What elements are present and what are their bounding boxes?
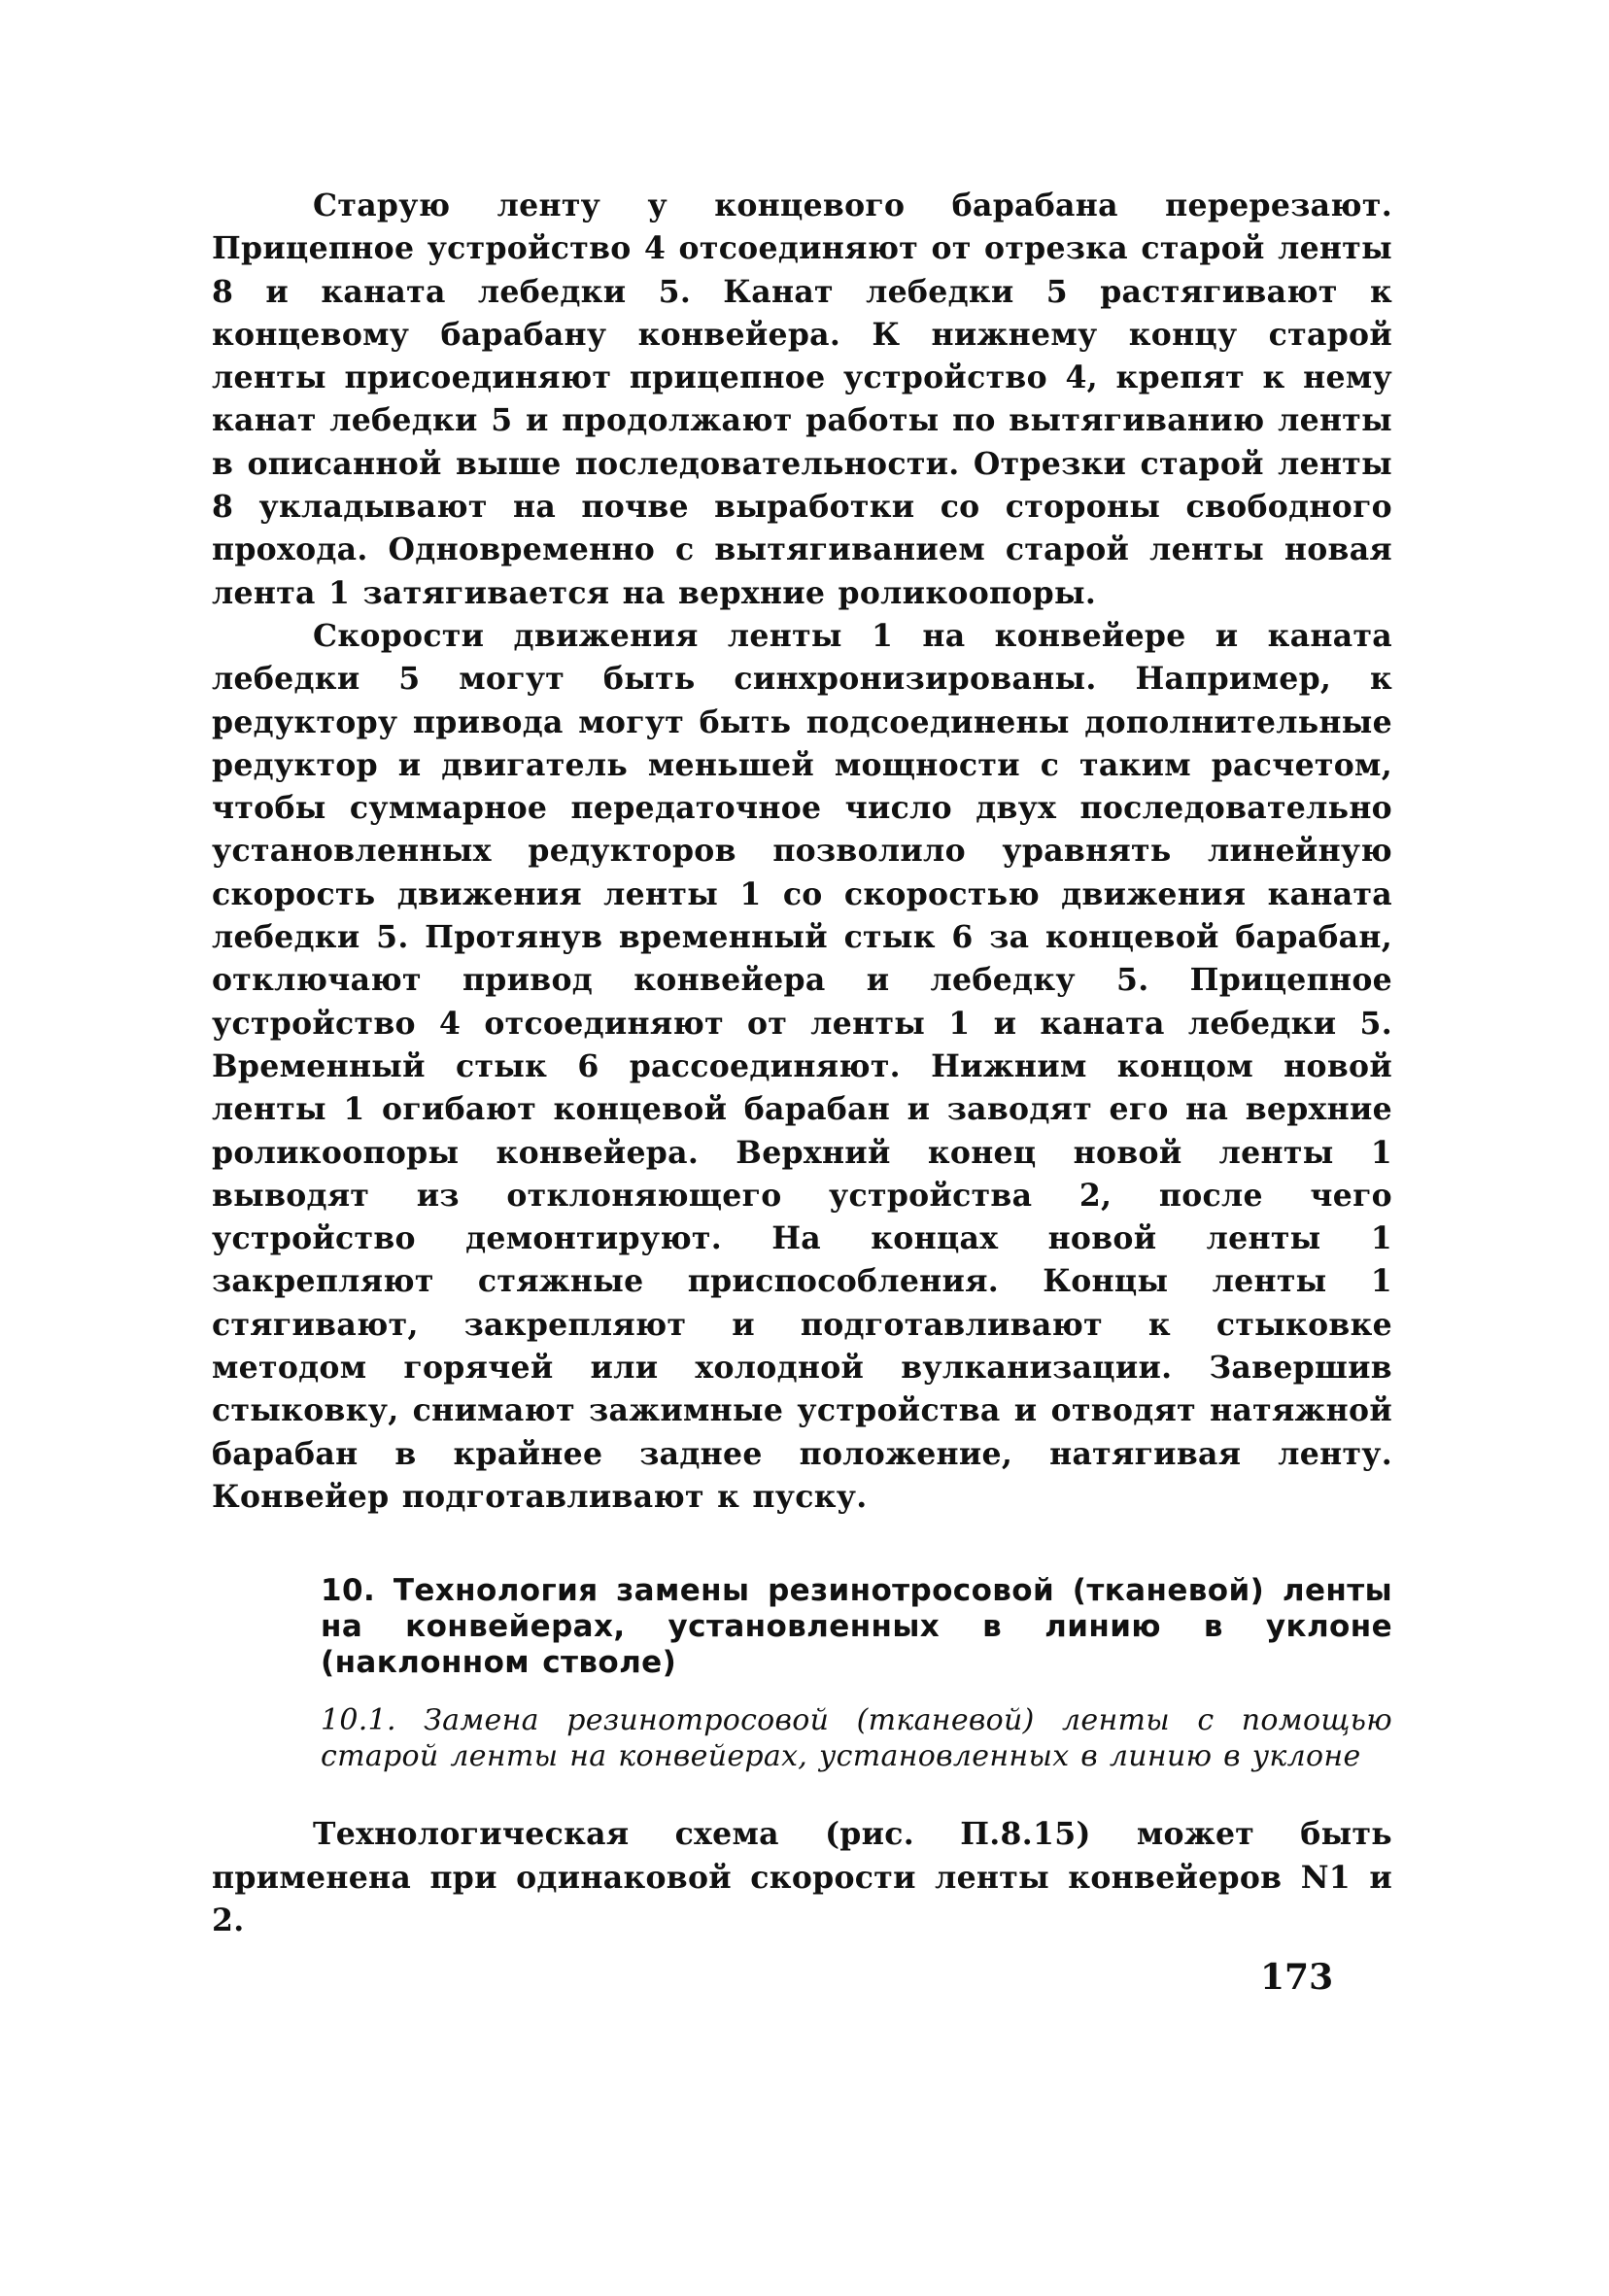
paragraph-technological-scheme: Технологическая схема (рис. П.8.15) может быть применена при одинаковой скорости ленты конвейеров N1 и 2.	[212, 1816, 1392, 1938]
paragraph-old-belt-cutting: Старую ленту у концевого барабана перерезают. Прицепное устройство 4 отсоединяют от отрезка старой ленты 8 и каната лебедки 5. Канат лебедки 5 растягивают к концевому барабану конвейера. К нижнему концу старой ленты присоединяют прицепное устройство 4, крепят к нему канат лебедки 5 и продолжают работы по вытягиванию ленты в описанной выше последовательности. Отрезки старой ленты 8 укладывают на почве выработки со стороны свободного прохода. Одновременно с вытягиванием старой ленты новая лента 1 затягивается на верхние роликоопоры.	[212, 188, 1392, 611]
subsection-heading: 10.1. Замена резинотросовой (тканевой) ленты с помощью старой ленты на конвейерах, установленных в линию в уклоне	[321, 1703, 1392, 1774]
page-number: 173	[1260, 1957, 1334, 1998]
section-heading: 10. Технология замены резинотросовой (тканевой) ленты на конвейерах, установленных в линию в уклоне (наклонном стволе)	[321, 1573, 1392, 1681]
page-body	[212, 185, 1392, 1942]
paragraph-speed-synchronization: Скорости движения ленты 1 на конвейере и каната лебедки 5 могут быть синхронизированы. Например, к редуктору привода могут быть подсоединены дополнительные редуктор и двигатель меньшей мощности с таким расчетом, чтобы суммарное передаточное число двух последовательно установленных редукторов позволило уравнять линейную скорость движения ленты 1 со скоростью движения каната лебедки 5. Протянув временный стык 6 за концевой барабан, отключают привод конвейера и лебедку 5. Прицепное устройство 4 отсоединяют от ленты 1 и каната лебедки 5. Временный стык 6 рассоединяют. Нижним концом новой ленты 1 огибают концевой барабан и заводят его на верхние роликоопоры конвейера. Верхний конец новой ленты 1 выводят из отклоняющего устройства 2, после чего устройство демонтируют. На концах новой ленты 1 закрепляют стяжные приспособления. Концы ленты 1 стягивают, закрепляют и подготавливают к стыковке методом горячей или холодной вулканизации. Завершив стыковку, снимают зажимные устройства и отводят натяжной барабан в крайнее заднее положение, натягивая ленту. Конвейер подготавливают к пуску.	[212, 617, 1392, 1515]
